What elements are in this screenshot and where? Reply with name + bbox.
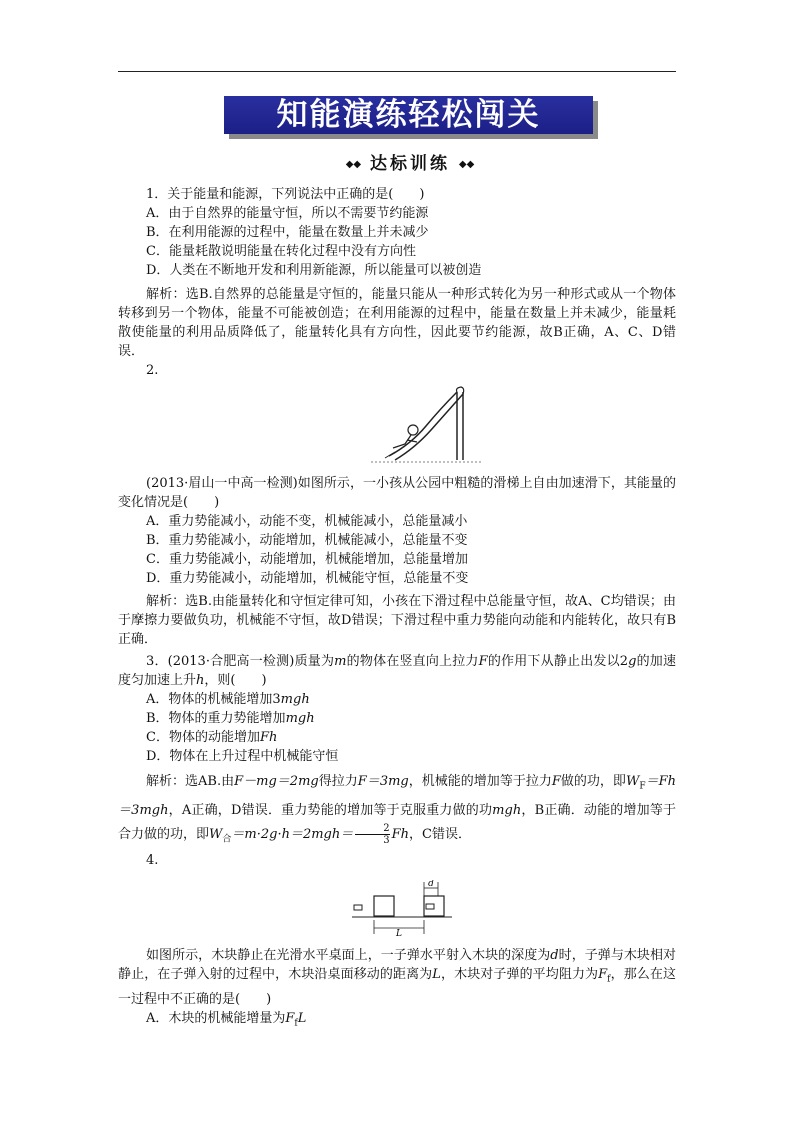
q1-analysis: 解析：选B.自然界的总能量是守恒的，能量只能从一种形式转化为另一种形式或从一个物体转移到另一个物体，能量不可能被创造；在利用能源的过程中，能量在数量上并未减少，能量耗散使能量的利用品质降低了，能量转化具有方向性，因此要节约能源，故B正确，A、C、D错误． <box>118 287 676 359</box>
q3-stem: 3．(2013·合肥高一检测)质量为m的物体在竖直向上拉力F的作用下从静止出发以2g的加速度匀加速上升h，则( ) <box>118 654 676 688</box>
q4-option-a: A．木块的机械能增量为$F_fL$ <box>146 1010 307 1029</box>
q3-analysis: 解析：选AB.由F－mg＝2mg得拉力F＝3mg，机械能的增加等于拉力F做的功，即$W_F=Fh=3mgh$，A正确，D错误．重力势能的增加等于克服重力做的功mgh，B正确．动能的增加等于合力做的功，即$W_合=m\cdot 2g\cdot h=2mgh=$ $\frac{2}{3}$ Fh，C错误． <box>118 774 677 846</box>
block-initial <box>374 896 394 916</box>
q3-option-b: B．物体的重力势能增加mgh <box>146 711 315 726</box>
slide-end <box>385 452 395 458</box>
q1-option-c: C．能量耗散说明能量在转化过程中没有方向性 <box>146 244 416 259</box>
q2-stem: (2013·眉山一中高一检测)如图所示，一小孩从公园中粗糙的滑梯上自由加速滑下，其能量的变化情况是( ) <box>118 476 676 510</box>
q4-stem: 如图所示，木块静止在光滑水平桌面上，一子弹水平射入木块的深度为d时，子弹与木块相对静止，在子弹入射的过程中，木块沿桌面移动的距离为L，木块对子弹的平均阻力为$F_f$，那么在这一过程中不正确的是( ) <box>118 948 676 1007</box>
bullet-block-figure <box>352 880 452 940</box>
diamond-icon-left: ◆◆ <box>345 159 362 170</box>
q3-option-d: D．物体在上升过程中机械能守恒 <box>146 749 339 764</box>
q2-option-d: D．重力势能减小，动能增加，机械能守恒，总能量不变 <box>146 571 469 586</box>
section-subtitle-text: 达标训练 <box>370 154 450 174</box>
bullet-embedded <box>426 904 434 909</box>
label-L: L <box>396 929 402 940</box>
label-d: d <box>428 880 434 890</box>
q2-option-c: C．重力势能减小，动能增加，机械能增加，总能量增加 <box>146 552 468 567</box>
q3-option-a: A．物体的机械能增加3mgh <box>146 692 310 707</box>
child-head <box>408 425 418 435</box>
q2-number: 2. <box>146 363 159 378</box>
q4-number: 4. <box>146 853 159 869</box>
q1-stem: 1．关于能量和能源，下列说法中正确的是( ) <box>146 187 425 202</box>
section-subtitle <box>330 153 490 176</box>
bullet-initial <box>354 905 362 910</box>
slide-rail <box>395 394 463 460</box>
q3-option-c: C．物体的动能增加Fh <box>146 730 278 745</box>
q2-option-b: B．重力势能减小，动能增加，机械能减小，总能量不变 <box>146 533 468 548</box>
q1-option-b: B．在利用能源的过程中，能量在数量上并未减少 <box>146 225 429 240</box>
page-title: 知能演练轻松闯关 <box>224 96 593 134</box>
header-rule <box>118 71 676 72</box>
q1-option-a: A．由于自然界的能量守恒，所以不需要节约能源 <box>146 206 429 221</box>
slide-figure <box>371 386 481 464</box>
q1-option-d: D．人类在不断地开发和利用新能源，所以能量可以被创造 <box>146 263 482 278</box>
question-list <box>118 185 676 1033</box>
q2-option-a: A．重力势能减小，动能不变，机械能减小，总能量减小 <box>146 514 468 529</box>
q2-analysis: 解析：选B.由能量转化和守恒定律可知，小孩在下滑过程中总能量守恒，故A、C均错误；由于摩擦力要做负功，机械能不守恒，故D错误；下滑过程中重力势能向动能和内能转化，故只有B正确． <box>118 594 676 647</box>
diamond-icon-right: ◆◆ <box>458 159 475 170</box>
fraction-two-thirds: $\frac{2}{3}$ <box>355 823 389 846</box>
